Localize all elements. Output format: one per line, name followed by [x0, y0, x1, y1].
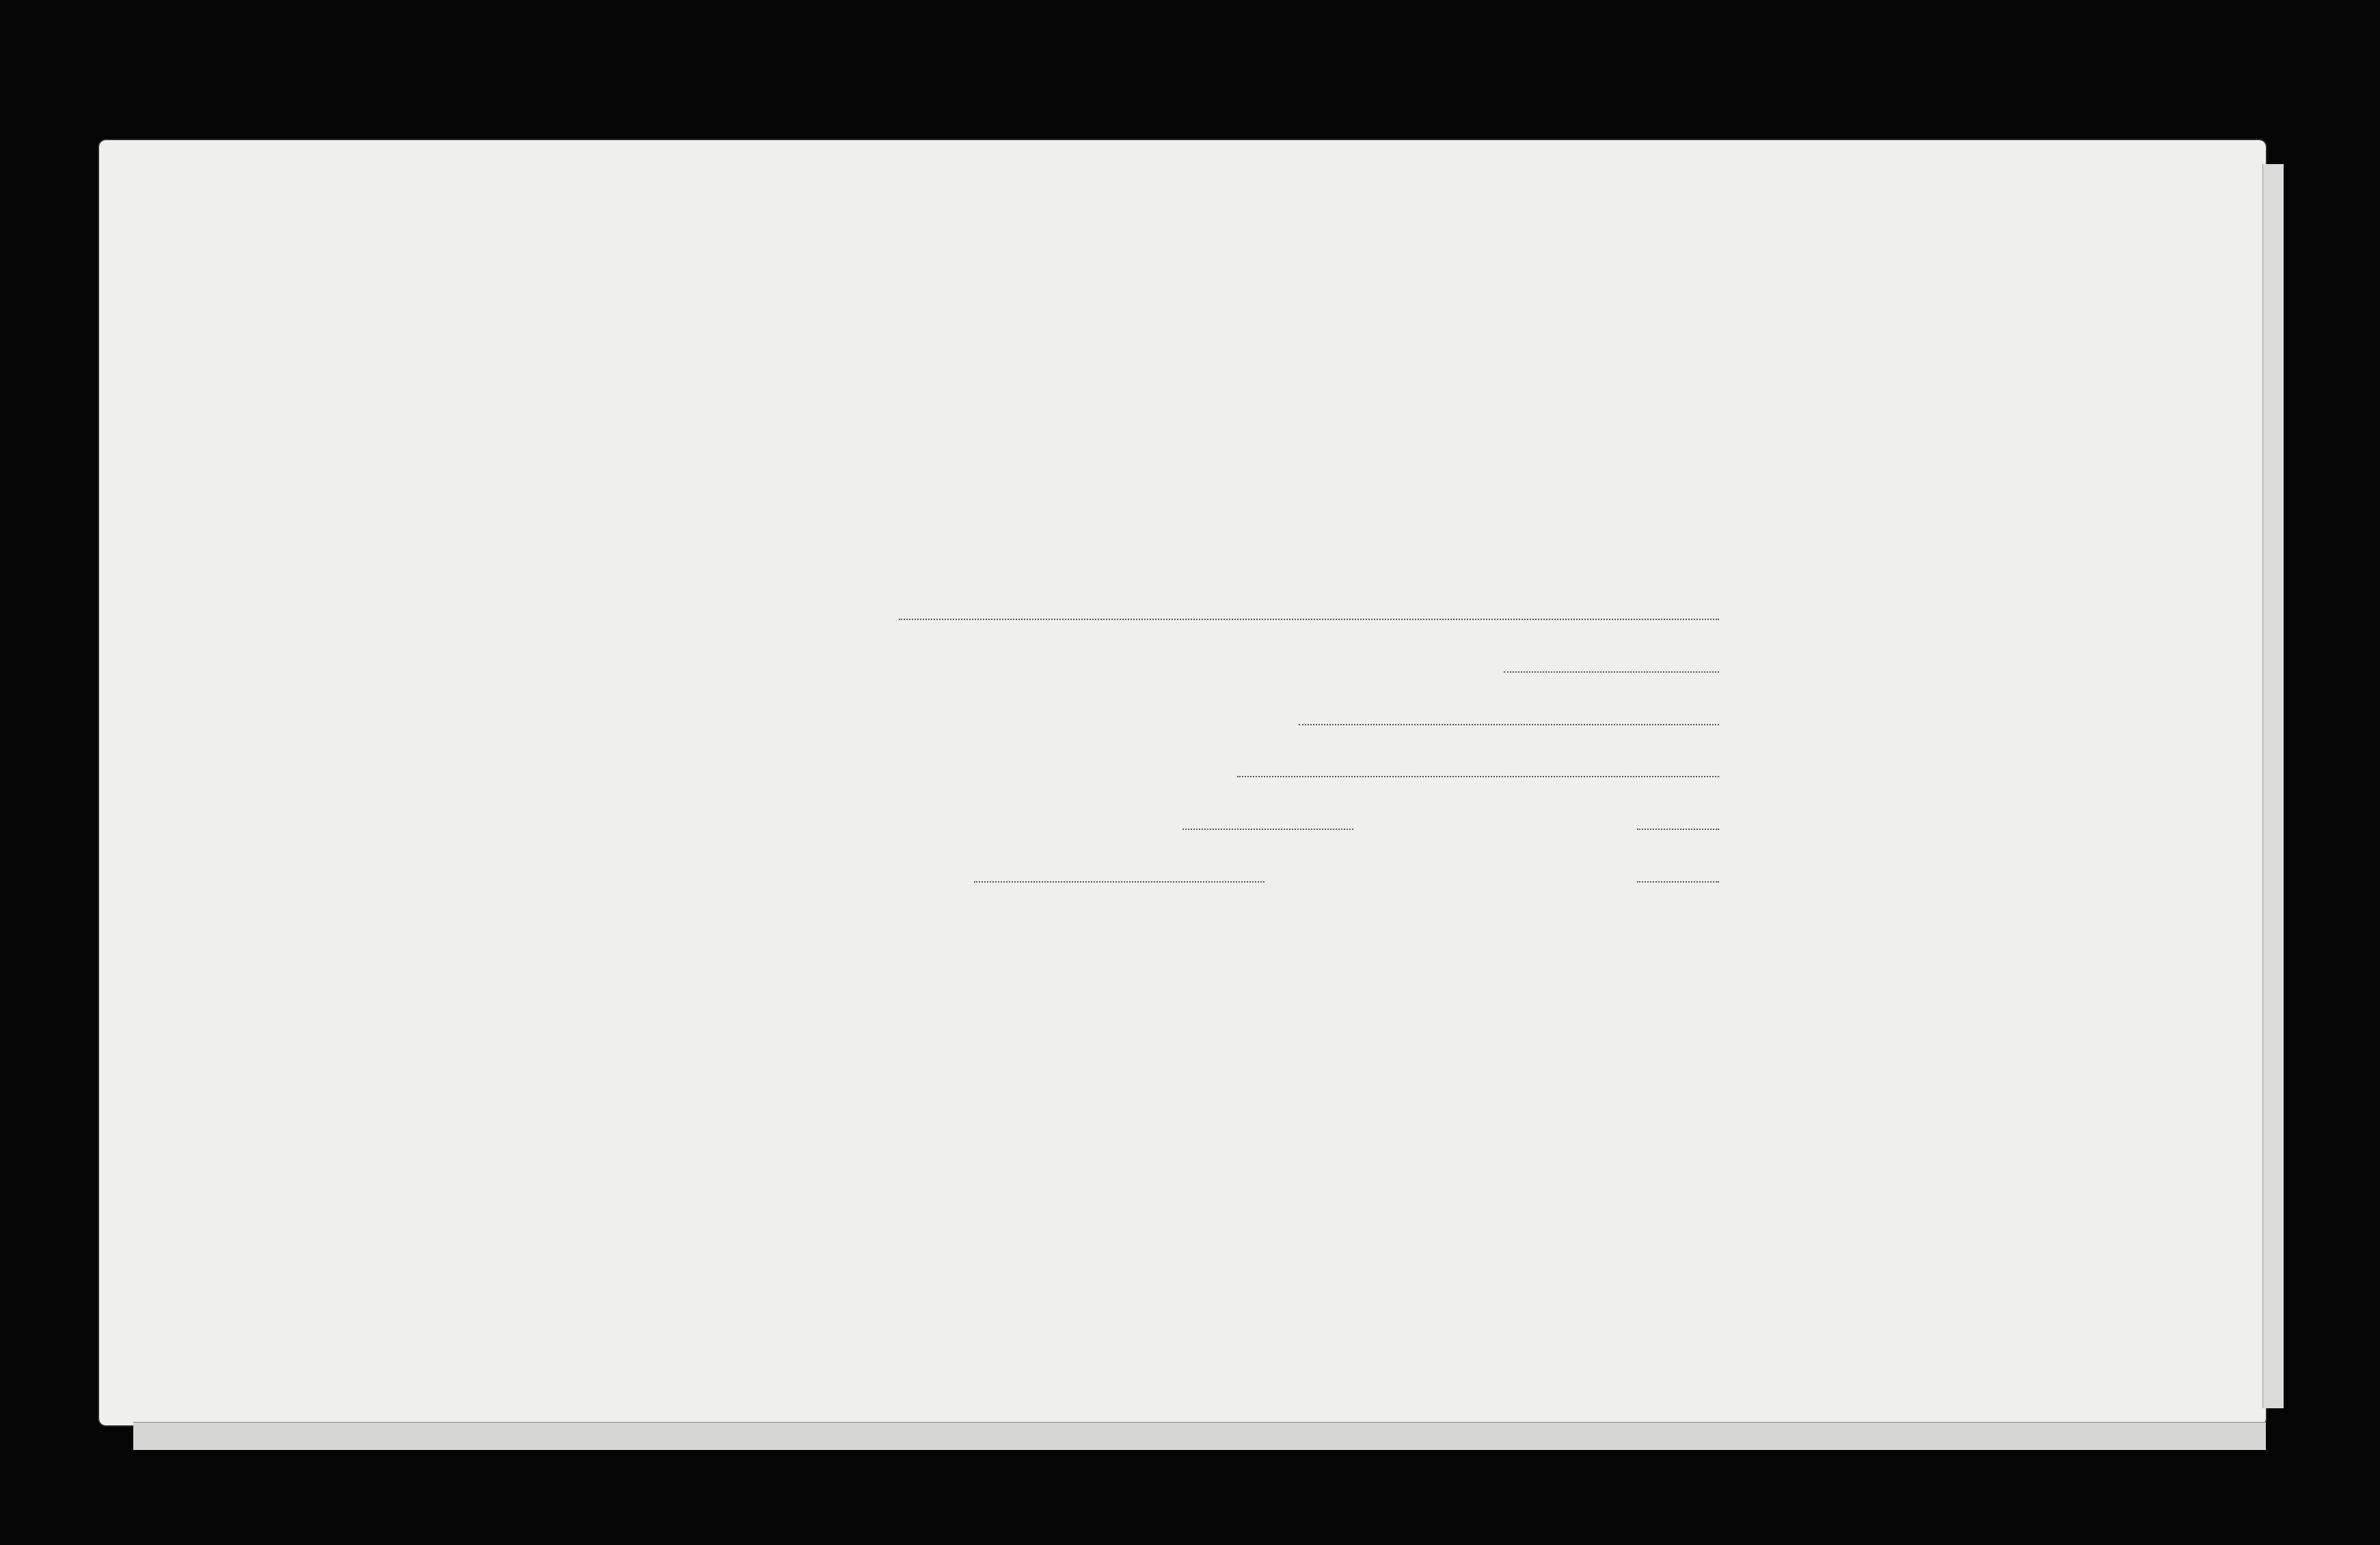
other-land-field[interactable] [1504, 671, 1719, 673]
pop-women [1804, 619, 1832, 742]
population-title [1753, 479, 1808, 930]
market-field[interactable] [974, 881, 1265, 883]
page-edge-right [2262, 164, 2284, 1408]
row-group-vnenadelnykh [109, 1224, 164, 1333]
hired-workers-title [328, 479, 383, 930]
right-sluzh-bottom [2054, 834, 2115, 943]
worker-col-godovykh [270, 499, 311, 595]
worker-col-sdelnykh [270, 772, 311, 868]
page-edge-bottom [133, 1422, 2266, 1450]
worker-col-podennykh [270, 673, 311, 769]
owner-field[interactable] [899, 619, 1719, 620]
right-semi-sl-top [2115, 479, 2177, 588]
right-semi-rab-top [1996, 479, 2054, 588]
right-semi-rab-bottom [1996, 834, 2054, 943]
farming-field[interactable] [1237, 776, 1719, 777]
distance-market-field[interactable] [1637, 881, 1719, 883]
land-type-field[interactable] [1299, 724, 1719, 725]
right-itogo-top [2177, 479, 2235, 588]
right-sluzh-top [2054, 479, 2115, 588]
census-card [99, 140, 2266, 1425]
right-rabochie-bottom [1941, 834, 1996, 943]
village-field[interactable] [1182, 829, 1353, 830]
row-group-nadelnykh [113, 1104, 154, 1224]
right-semi-sl-bottom [2115, 834, 2177, 943]
right-rabochie-top [1941, 479, 1996, 588]
edge-label-bottom [2262, 1231, 2283, 1408]
right-itogo-bottom [2177, 834, 2235, 943]
pop-men [1804, 745, 1832, 875]
distance-village-field[interactable] [1637, 829, 1719, 830]
